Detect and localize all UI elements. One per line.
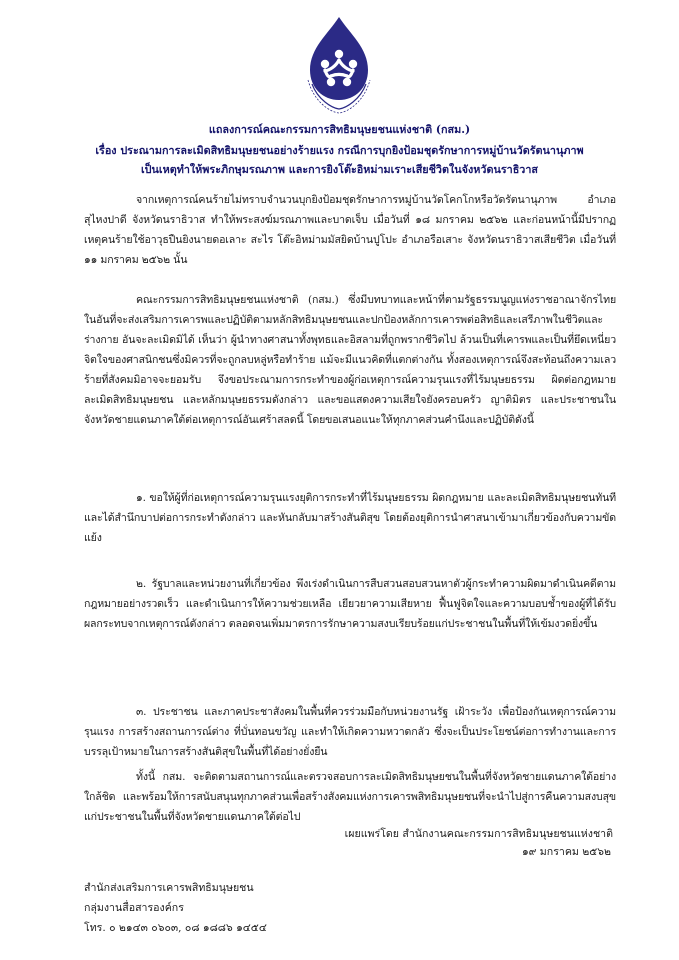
nhrct-logo-icon [296, 14, 382, 114]
paragraph-commission-view: คณะกรรมการสิทธิมนุษยชนแห่งชาติ (กสม.) ซึ่งมีบทบาทและหน้าที่ตามรัฐธรรมนูญแห่งราชอาณาจักรไทย ในอันที่จะส่งเสริมการเคารพและปฏิบัติตามหลักสิทธิมนุษยชนและปกป้องหลักการเคารพต่อสิทธิและเสรีภาพในชีวิตและร่างกาย อันจะละเมิดมิได้ เห็นว่า ผู้นำทางศาสนาทั้งพุทธและอิสลามที่ถูกพรากชีวิตไป ล้วนเป็นที่เคารพและเป็นที่ยึดเหนี่ยวจิตใจของศาสนิกชนซึ่งมิควรที่จะถูกลบหลู่หรือทำร้าย แม้จะมีแนวคิดที่แตกต่างกัน ทั้งสองเหตุการณ์จึงสะท้อนถึงความเลวร้ายที่สังคมมิอาจจะยอมรับ จึงขอประณามการกระทำของผู้ก่อเหตุการณ์ความรุนแรงที่ไร้มนุษยธรรม ผิดต่อกฎหมาย ละเมิดสิทธิมนุษยชน และหลักมนุษยธรรมดังกล่าว และขอแสดงความเสียใจยังครอบครัว ญาติมิตร และประชาชนในจังหวัดชายแดนภาคใต้ต่อเหตุการณ์อันเศร้าสลดนี้ โดยขอเสนอแนะให้ทุกภาคส่วนคำนึงและปฏิบัติดังนี้ [84, 294, 616, 426]
footer-phone: โทร. ๐ ๒๑๔๓ ๐๖๐๓, ๐๘ ๑๘๘๖ ๑๔๕๔ [84, 922, 267, 934]
paragraph-incident: จากเหตุการณ์คนร้ายไม่ทราบจำนวนบุกยิงป้อมชุดรักษาการหมู่บ้านวัดโคกโกหรือวัดรัตนานุภาพ อำเภอสุไหงปาดี จังหวัดนราธิวาส ทำให้พระสงฆ์มรณภาพและบาดเจ็บ เมื่อวันที่ ๑๘ มกราคม ๒๕๖๒ และก่อนหน้านี้มีปรากฏเหตุคนร้ายใช้อาวุธปืนยิงนายดอเลาะ สะไร โต๊ะอิหม่ามมัสยิดบ้านปูโปะ อำเภอรือเสาะ จังหวัดนราธิวาสเสียชีวิต เมื่อวันที่ ๑๑ มกราคม ๒๕๖๒ นั้น [84, 194, 616, 266]
statement-subject-line2: เป็นเหตุทำให้พระภิกษุมรณภาพ และการยิงโต๊ะอิหม่ามเราะเสียชีวิตในจังหวัดนราธิวาส [140, 163, 539, 176]
publish-date: ๑๙ มกราคม ๒๕๖๒ [521, 846, 611, 858]
paragraph-recommendation-3: ๓. ประชาชน และภาคประชาสังคมในพื้นที่ควรร่วมมือกับหน่วยงานรัฐ เฝ้าระวัง เพื่อป้องกันเหตุการณ์ความรุนแรง การสร้างสถานการณ์ต่าง ที่บั่นทอนขวัญ และทำให้เกิดความหวาดกลัว ซึ่งจะเป็นประโยชน์ต่อการทำงานและการบรรลุเป้าหมายในการสร้างสันติสุขในพื้นที่ได้อย่างยั่งยืน [84, 706, 616, 758]
paragraph-closing: ทั้งนี้ กสม. จะติดตามสถานการณ์และตรวจสอบการละเมิดสิทธิมนุษยชนในพื้นที่จังหวัดชายแดนภาคใต้อย่างใกล้ชิด และพร้อมให้การสนับสนุนทุกภาคส่วนเพื่อสร้างสังคมแห่งการเคารพสิทธิมนุษยชนที่จะนำไปสู่การคืนความสงบสุขแก่ประชาชนในพื้นที่จังหวัดชายแดนภาคใต้ต่อไป [84, 771, 616, 823]
statement-subject-line1: เรื่อง ประณามการละเมิดสิทธิมนุษยชนอย่างร้ายแรง กรณีการบุกยิงป้อมชุดรักษาการหมู่บ้านวัดรัตนานุภาพ [95, 144, 584, 157]
footer-division: กลุ่มงานสื่อสารองค์กร [84, 902, 184, 914]
publisher-line: เผยแพร่โดย สำนักงานคณะกรรมการสิทธิมนุษยชนแห่งชาติ [344, 828, 613, 840]
statement-heading: แถลงการณ์คณะกรรมการสิทธิมนุษยชนแห่งชาติ (กสม.) [208, 123, 471, 136]
paragraph-recommendation-2: ๒. รัฐบาลและหน่วยงานที่เกี่ยวข้อง พึงเร่งดำเนินการสืบสวนสอบสวนหาตัวผู้กระทำความผิดมาดำเนินคดีตามกฎหมายอย่างรวดเร็ว และดำเนินการให้ความช่วยเหลือ เยียวยาความเสียหาย ฟื้นฟูจิตใจและความบอบช้ำของผู้ที่ได้รับผลกระทบจากเหตุการณ์ดังกล่าว ตลอดจนเพิ่มมาตรการรักษาความสงบเรียบร้อยแก่ประชาชนในพื้นที่ให้เข้มงวดยิ่งขึ้น [84, 578, 616, 630]
nhrct-logo [296, 14, 382, 114]
footer-office: สำนักส่งเสริมการเคารพสิทธิมนุษยชน [84, 882, 254, 894]
paragraph-recommendation-1: ๑. ขอให้ผู้ที่ก่อเหตุการณ์ความรุนแรงยุติการกระทำที่ไร้มนุษยธรรม ผิดกฎหมาย และละเมิดสิทธิมนุษยชนทันที และได้สำนึกบาปต่อการกระทำดังกล่าว และหันกลับมาสร้างสันติสุข โดยต้องยุติการนำศาสนาเข้ามาเกี่ยวข้องกับความขัดแย้ง [84, 492, 616, 544]
